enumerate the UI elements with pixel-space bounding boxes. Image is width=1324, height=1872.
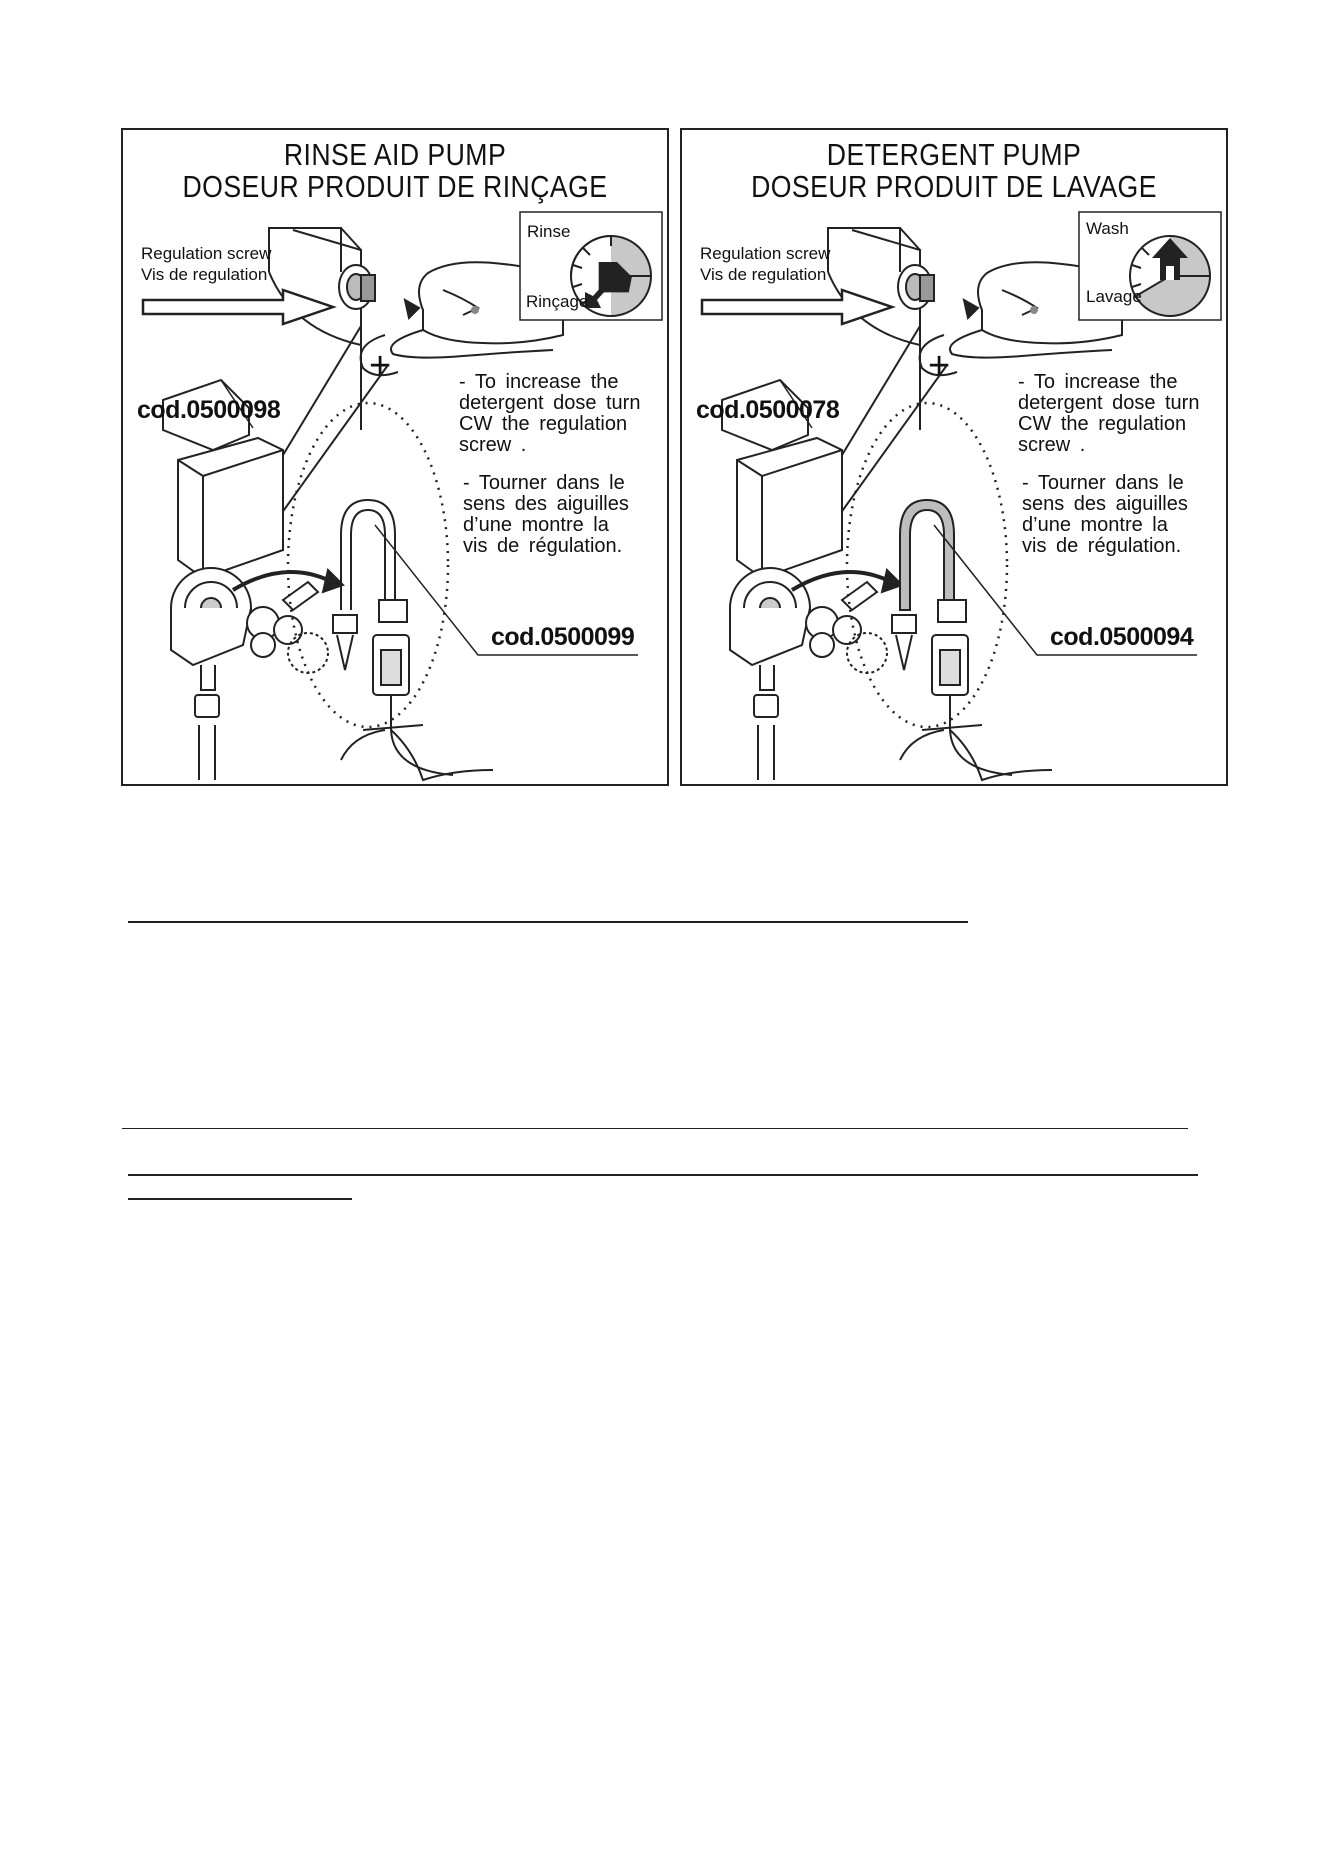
dial-label-top: Wash: [1086, 219, 1129, 238]
instruction-french: [1022, 473, 1188, 557]
panel-title-english: RINSE AID PUMP: [283, 137, 507, 172]
instruction-line: sens des aiguilles: [1022, 493, 1188, 515]
instruction-line: - To increase the: [459, 371, 619, 393]
instruction-line: detergent dose turn: [1018, 392, 1200, 414]
instruction-line: d’une montre la: [463, 514, 609, 536]
regulation-screw-label: [141, 243, 271, 285]
instruction-line: - Tourner dans le: [463, 472, 625, 494]
instruction-line: d’une montre la: [1022, 514, 1168, 536]
regulation-screw-french: Vis de regulation: [141, 265, 268, 284]
regulation-screw-english: Regulation screw: [700, 244, 831, 263]
form-rule-4: [128, 1198, 352, 1200]
instruction-line: screw .: [459, 434, 527, 456]
pump-part-code: cod.0500078: [696, 396, 840, 424]
instruction-line: sens des aiguilles: [463, 493, 629, 515]
instruction-line: vis de régulation.: [1022, 535, 1182, 557]
instruction-line: CW the regulation: [1018, 413, 1187, 435]
instruction-english: [459, 372, 640, 456]
rinse-aid-pump-panel: [121, 128, 669, 786]
dial-label-bottom: Rinçage: [526, 292, 589, 311]
tube-part-code: cod.0500094: [1050, 623, 1194, 651]
panel-title-french: DOSEUR PRODUIT DE LAVAGE: [751, 169, 1157, 204]
panel-title-english: DETERGENT PUMP: [826, 137, 1082, 172]
plus-sign: +: [928, 345, 950, 387]
detergent-pump-illustration: [682, 130, 1228, 786]
form-rule-3: [128, 1174, 1198, 1176]
instruction-line: vis de régulation.: [463, 535, 623, 557]
pump-part-code: cod.0500098: [137, 396, 281, 424]
instruction-line: - To increase the: [1018, 371, 1178, 393]
dial-label-bottom: Lavage: [1086, 287, 1142, 306]
regulation-screw-english: Regulation screw: [141, 244, 272, 263]
instruction-english: [1018, 372, 1199, 456]
instruction-line: - Tourner dans le: [1022, 472, 1184, 494]
instruction-french: [463, 473, 629, 557]
instruction-line: detergent dose turn: [459, 392, 641, 414]
form-rule-2: [122, 1128, 1188, 1129]
tube-part-code: cod.0500099: [491, 623, 635, 651]
detergent-pump-panel: [680, 128, 1228, 786]
rinse-aid-pump-illustration: [123, 130, 669, 786]
plus-sign: +: [369, 345, 391, 387]
regulation-screw-french: Vis de regulation: [700, 265, 827, 284]
dial-label-top: Rinse: [527, 222, 571, 241]
regulation-screw-label: [700, 243, 830, 285]
instruction-line: screw .: [1018, 434, 1086, 456]
instruction-line: CW the regulation: [459, 413, 628, 435]
form-rule-1: [128, 921, 968, 923]
panel-title-french: DOSEUR PRODUIT DE RINÇAGE: [182, 169, 608, 204]
